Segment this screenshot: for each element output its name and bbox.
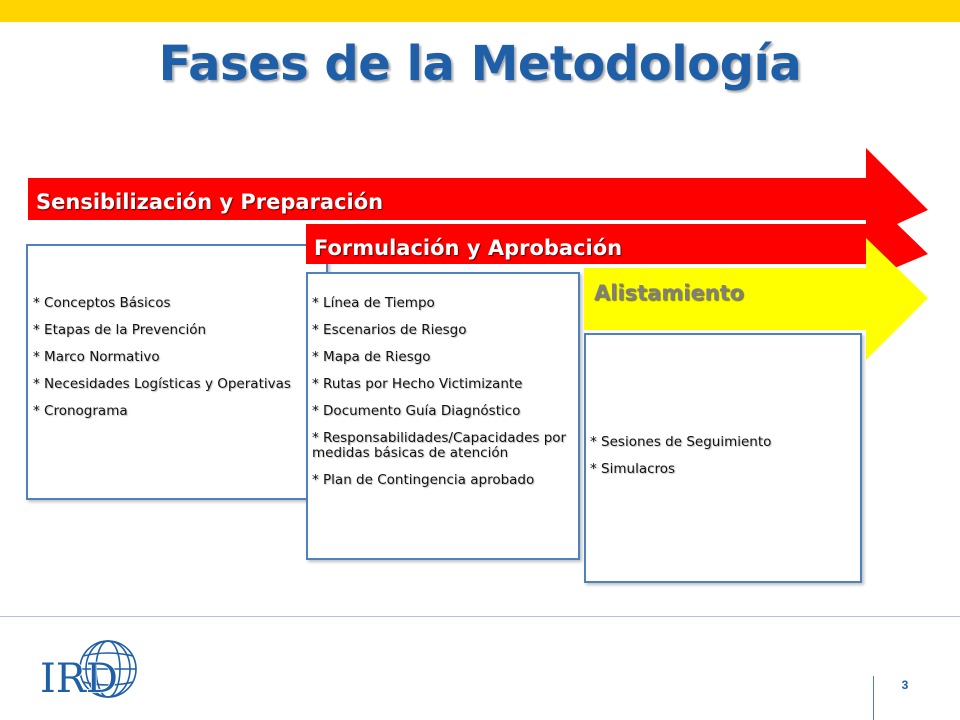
phase-1-title: Sensibilización y Preparación <box>36 190 384 214</box>
top-accent-bar <box>0 0 960 22</box>
phase-2-item: * Documento Guía Diagnóstico <box>312 403 521 419</box>
phase-3-box <box>584 333 862 583</box>
phase-1-list <box>33 296 295 431</box>
phase-1-item: * Marco Normativo <box>33 349 160 365</box>
slide-title: Fases de la Metodología <box>158 36 802 92</box>
phase-2-item: * Línea de Tiempo <box>312 295 435 311</box>
phase-1-box <box>26 244 328 500</box>
phase-1-item: * Conceptos Básicos <box>33 295 171 311</box>
ird-logo <box>38 638 142 702</box>
phase-3-list <box>590 435 852 489</box>
phase-3-item: * Sesiones de Seguimiento <box>590 434 772 450</box>
phase-2-box <box>306 272 580 560</box>
phase-3-title: Alistamiento <box>594 281 745 305</box>
globe-icon <box>38 638 142 702</box>
phase-1-item: * Cronograma <box>33 403 128 419</box>
phase-3-item: * Simulacros <box>590 461 676 477</box>
phase-2-title: Formulación y Aprobación <box>314 236 623 260</box>
phase-1-item: * Necesidades Logísticas y Operativas <box>33 376 291 392</box>
phase-2-item: * Responsabilidades/Capacidades por medidas básicas de atención <box>312 430 567 461</box>
phase-2-item: * Mapa de Riesgo <box>312 349 431 365</box>
phase-2-item: * Escenarios de Riesgo <box>312 322 467 338</box>
logo-text: IRD <box>40 656 118 702</box>
phase-2-item: * Rutas por Hecho Victimizante <box>312 376 523 392</box>
footer-divider <box>0 616 960 617</box>
phase-1-item: * Etapas de la Prevención <box>33 322 207 338</box>
phase-2-list <box>312 296 574 500</box>
page-number: 3 <box>901 678 909 692</box>
phase-2-item: * Plan de Contingencia aprobado <box>312 472 535 488</box>
page-number-divider <box>873 676 874 720</box>
